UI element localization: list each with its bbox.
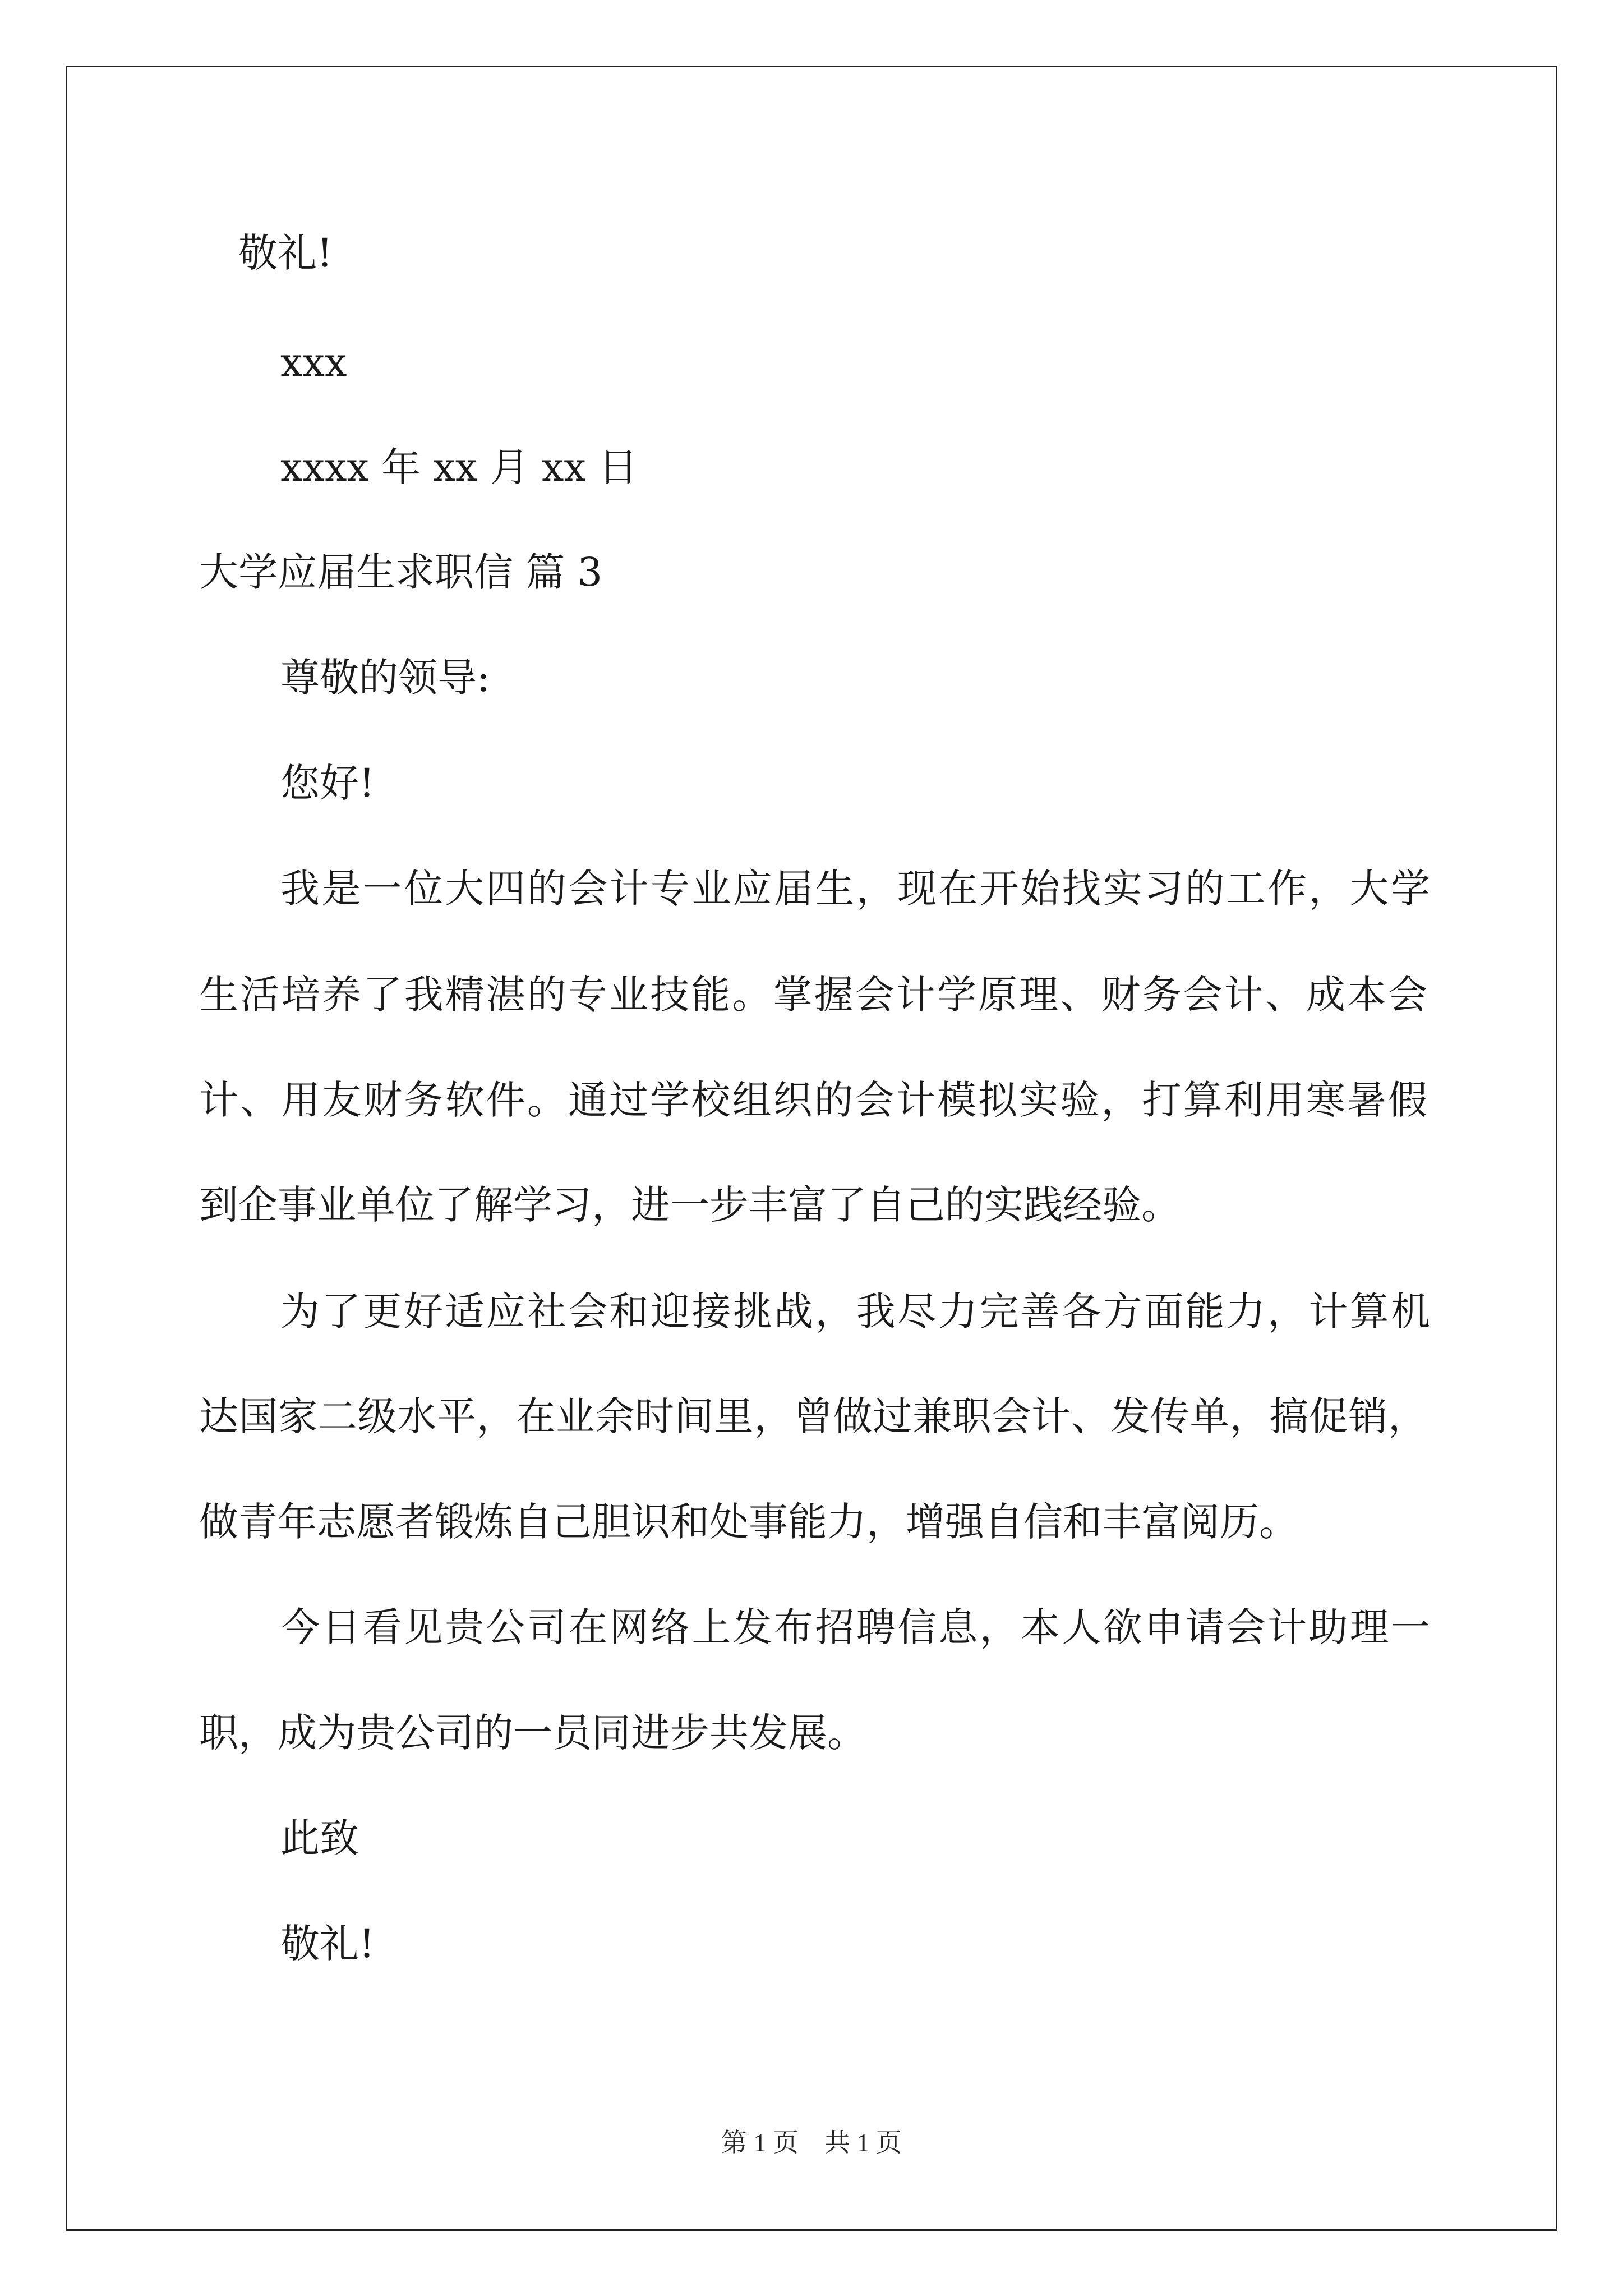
- paragraph3-line1: 今日看见贵公司在网络上发布招聘信息，本人欲申请会计助理一: [280, 1604, 1430, 1650]
- paragraph2-line3: 做青年志愿者锻炼自己胆识和处事能力，增强自信和丰富阅历。: [199, 1499, 1298, 1545]
- paragraph1-line2: 生活培养了我精湛的专业技能。掌握会计学原理、财务会计、成本会: [199, 972, 1427, 1018]
- paragraph2-line1: 为了更好适应社会和迎接挑战，我尽力完善各方面能力，计算机: [280, 1289, 1430, 1335]
- signature: xxx: [280, 339, 347, 385]
- paragraph1-line3: 计、用友财务软件。通过学校组织的会计模拟实验，打算利用寒暑假: [199, 1077, 1427, 1123]
- closing-bottom: 敬礼!: [280, 1921, 375, 1967]
- date-line: xxxx 年 xx 月 xx 日: [280, 444, 638, 490]
- closing-top: 敬礼!: [238, 230, 333, 276]
- page-footer: 第 1 页 共 1 页: [721, 2128, 902, 2157]
- paragraph1-line4: 到企事业单位了解学习，进一步丰富了自己的实践经验。: [199, 1182, 1181, 1228]
- greeting: 您好!: [280, 760, 375, 806]
- paragraph3-line2: 职，成为贵公司的一员同进步共发展。: [199, 1710, 866, 1756]
- page-frame: [66, 66, 1557, 2231]
- salutation: 尊敬的领导:: [280, 655, 490, 701]
- section-title: 大学应届生求职信 篇 3: [199, 549, 603, 595]
- closing-phrase: 此致: [280, 1815, 359, 1861]
- paragraph2-line2: 达国家二级水平，在业余时间里，曾做过兼职会计、发传单，搞促销，: [199, 1393, 1427, 1439]
- paragraph1-line1: 我是一位大四的会计专业应届生，现在开始找实习的工作，大学: [280, 866, 1430, 912]
